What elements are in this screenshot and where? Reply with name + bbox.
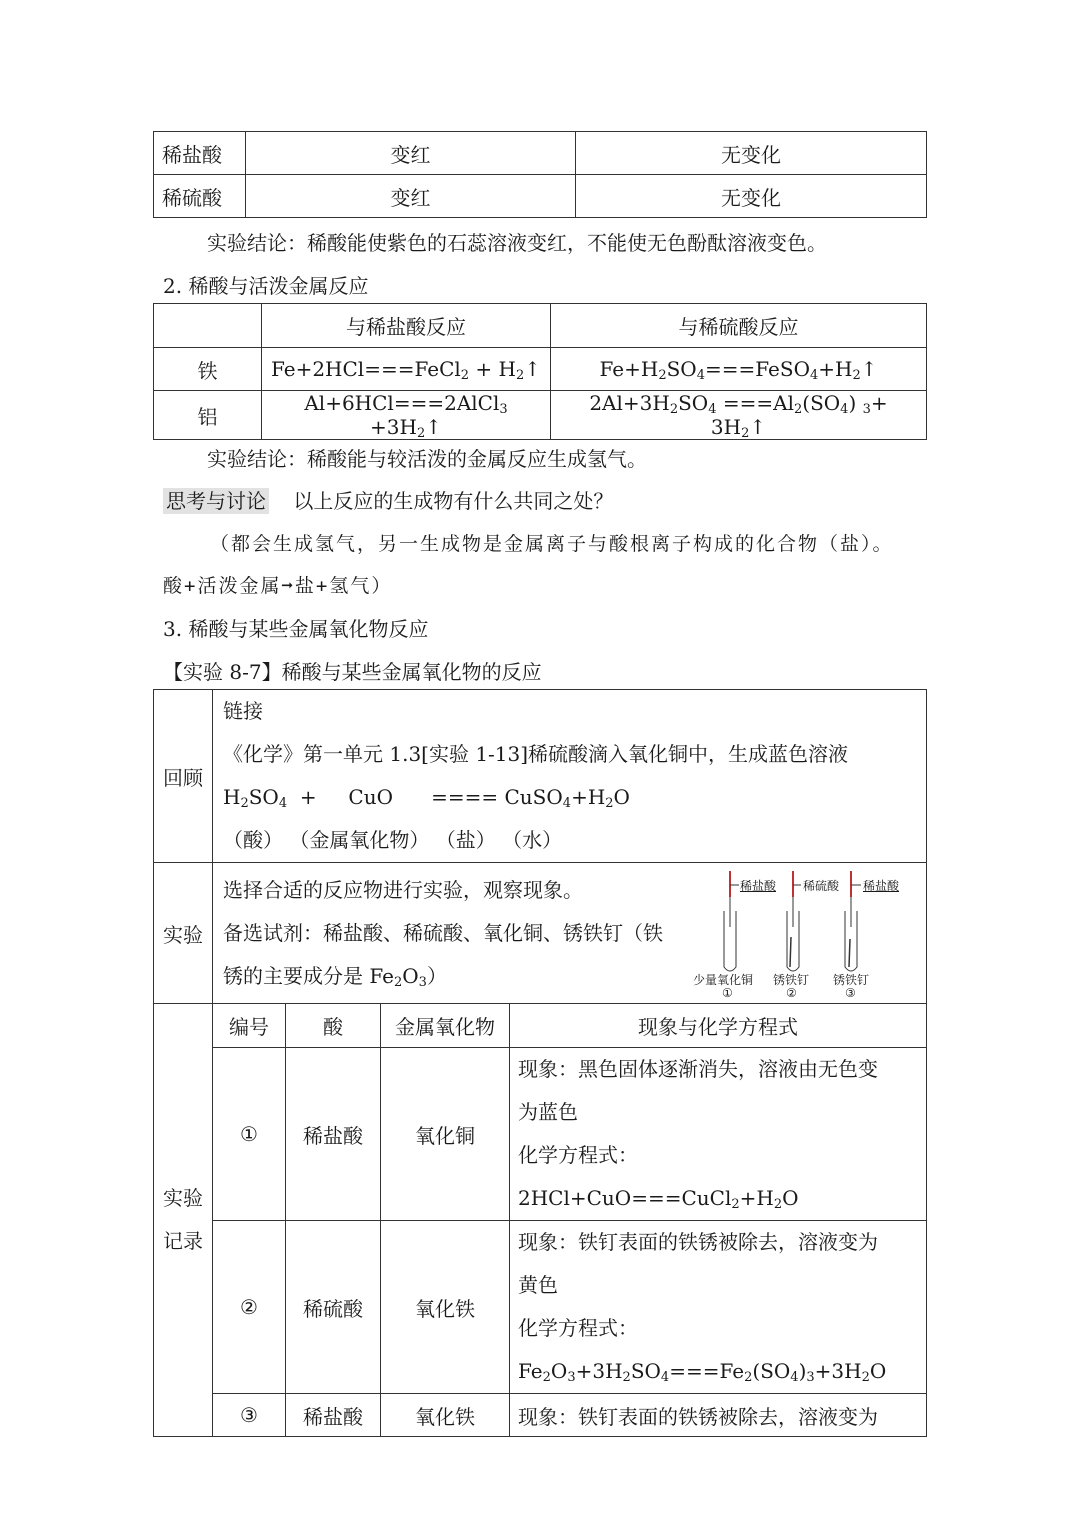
experiment-title: 【实验 8-7】稀酸与某些金属氧化物的反应 <box>163 660 542 684</box>
tube-1-number: ① <box>722 986 733 1000</box>
answer-line-2: 酸+活泼金属➞盐+氢气） <box>163 575 393 597</box>
tube-3-number: ③ <box>845 986 856 1000</box>
experiment-line-2: 备选试剂：稀盐酸、稀硫酸、氧化铜、锈铁钉（铁 <box>223 920 663 945</box>
header-number: 编号 <box>213 1004 286 1048</box>
review-link: 链接 <box>223 699 263 723</box>
iron-hcl-equation: Fe+2HCl===FeCl$_2$ + $H_2↑$ <box>262 348 551 391</box>
think-question: 以上反应的生成物有什么共同之处？ <box>293 489 614 513</box>
answer-line-1: （都会生成氢气，另一生成物是金属离子与酸根离子构成的化合物（盐）。 <box>210 533 894 555</box>
row-1-number: ① <box>213 1048 286 1221</box>
review-line-3: （酸） （金属氧化物） （盐） （水） <box>223 828 563 852</box>
litmus-result: 变红 <box>246 132 576 175</box>
test-tube-diagram <box>693 867 923 1001</box>
review-equation: $H_2SO_4$ + CuO ==== $CuSO_4+H_2O$ <box>223 785 630 811</box>
experiment-line-3: 锈的主要成分是 $Fe_2O_3$） <box>223 963 447 990</box>
row-2-acid: 稀硫酸 <box>286 1221 381 1394</box>
row-3-number: ③ <box>213 1394 286 1437</box>
think-label: 思考与讨论 <box>163 488 269 514</box>
tube-2-number: ② <box>786 986 797 1000</box>
tube-1-reagent-label: 少量氧化铜 <box>693 973 754 987</box>
review-label: 回顾 <box>154 690 213 863</box>
tube-2-reagent-label: 锈铁钉 <box>773 973 810 987</box>
aluminum-h2so4-equation: $2Al+3H_2SO_4 ===Al_2(SO_4)$ $_3+ 3H_2↑$ <box>551 391 927 440</box>
row-3-oxide: 氧化铁 <box>381 1394 510 1437</box>
iron-h2so4-equation: $Fe+H_2SO_4===FeSO_4+H_2↑$ <box>551 348 927 391</box>
row-1-acid: 稀盐酸 <box>286 1048 381 1221</box>
metal-aluminum: 铝 <box>154 391 262 440</box>
review-content <box>213 690 927 863</box>
experiment-line-1: 选择合适的反应物进行实验，观察现象。 <box>223 877 583 902</box>
conclusion-2: 实验结论：稀酸能与较活泼的金属反应生成氢气。 <box>207 447 647 471</box>
row-2-observation: 现象：铁钉表面的铁锈被除去，溶液变为 黄色 化学方程式： $Fe_2O_3+3H_2SO_4===Fe_2(SO_4)_3+3H_2O$ <box>510 1221 927 1394</box>
litmus-result: 变红 <box>246 175 576 218</box>
header-hcl: 与稀盐酸反应 <box>262 304 551 348</box>
metal-reaction-table <box>153 303 927 440</box>
tube-2-acid-label: 稀硫酸 <box>803 879 840 893</box>
row-3-observation: 现象：铁钉表面的铁锈被除去，溶液变为 <box>510 1394 927 1437</box>
tube-3-reagent-label: 锈铁钉 <box>833 973 870 987</box>
phenol-result: 无变化 <box>576 132 927 175</box>
review-line-1: 《化学》第一单元 1.3[实验 1-13]稀硫酸滴入氧化铜中，生成蓝色溶液 <box>223 742 849 766</box>
acid-name: 稀硫酸 <box>154 175 246 218</box>
section-2-title: 2. 稀酸与活泼金属反应 <box>163 274 369 298</box>
aluminum-hcl-equation: Al+6HCl===2AlCl$_3$ $+3H_2↑$ <box>262 391 551 440</box>
oxide-experiment-table <box>153 689 927 1437</box>
row-2-number: ② <box>213 1221 286 1394</box>
row-2-oxide: 氧化铁 <box>381 1221 510 1394</box>
header-empty <box>154 304 262 348</box>
header-observation: 现象与化学方程式 <box>510 1004 927 1048</box>
row-1-oxide: 氧化铜 <box>381 1048 510 1221</box>
acid-name: 稀盐酸 <box>154 132 246 175</box>
think-discuss <box>163 485 613 514</box>
metal-iron: 铁 <box>154 348 262 391</box>
record-label: 实验 记录 <box>154 1004 213 1437</box>
row-3-acid: 稀盐酸 <box>286 1394 381 1437</box>
header-oxide: 金属氧化物 <box>381 1004 510 1048</box>
row-1-observation: 现象：黑色固体逐渐消失，溶液由无色变 为蓝色 化学方程式：$2HCl+CuO===CuCl_2+H_2O$ <box>510 1048 927 1221</box>
tube-3-acid-label: 稀盐酸 <box>863 879 900 893</box>
conclusion-1: 实验结论：稀酸能使紫色的石蕊溶液变红，不能使无色酚酞溶液变色。 <box>207 231 827 255</box>
phenol-result: 无变化 <box>576 175 927 218</box>
header-h2so4: 与稀硫酸反应 <box>551 304 927 348</box>
experiment-label: 实验 <box>154 863 213 1004</box>
section-3-title: 3. 稀酸与某些金属氧化物反应 <box>163 617 429 641</box>
tube-1-acid-label: 稀盐酸 <box>740 879 777 893</box>
indicator-table <box>153 131 927 218</box>
header-acid: 酸 <box>286 1004 381 1048</box>
experiment-content <box>213 863 927 1004</box>
